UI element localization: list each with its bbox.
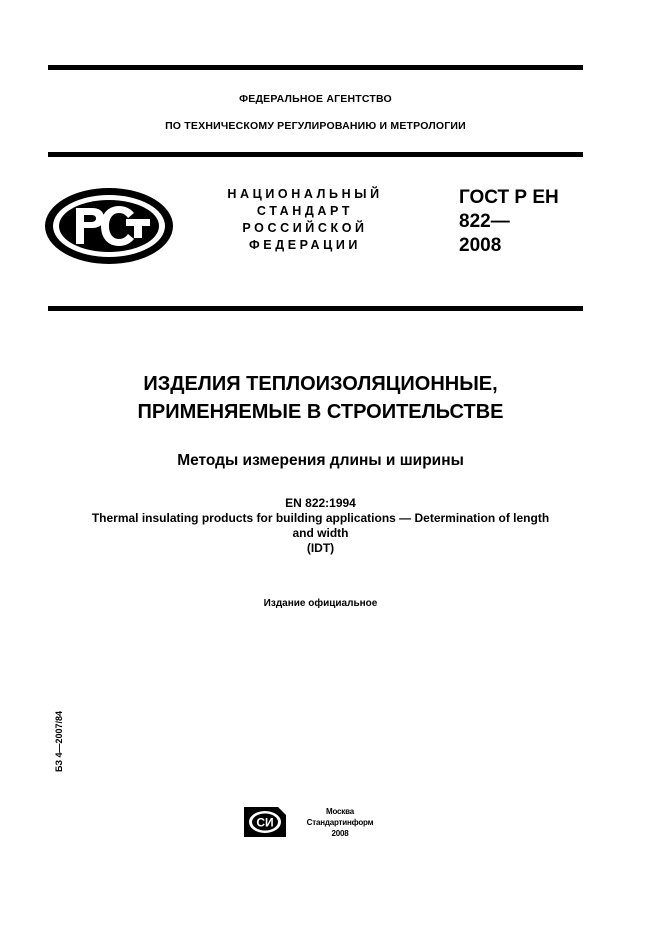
designation-line-2: 822— [459, 211, 510, 232]
standard-type [212, 186, 398, 254]
designation-line-1: ГОСТ Р ЕН [459, 187, 559, 208]
document-subtitle: Методы измерения длины и ширины [177, 452, 464, 469]
publisher-info [296, 806, 384, 839]
standard-type-line-3: РОССИЙСКОЙ [242, 221, 368, 235]
en-code: EN 822:1994 [285, 496, 356, 510]
en-title-line-1: Thermal insulating products for building applications — Determination of length [91, 511, 550, 525]
agency-line-1: ФЕДЕРАЛЬНОЕ АГЕНТСТВО [239, 93, 392, 105]
designation-line-3: 2008 [459, 235, 502, 256]
rst-logo-icon [42, 186, 176, 266]
header-rule [48, 152, 583, 157]
top-rule [48, 65, 583, 70]
publisher-name: Стандартинформ [306, 818, 374, 827]
en-reference [48, 496, 593, 556]
mid-rule [48, 306, 583, 311]
standard-designation [459, 186, 559, 258]
standard-type-line-2: СТАНДАРТ [256, 204, 354, 218]
agency-line-2: ПО ТЕХНИЧЕСКОМУ РЕГУЛИРОВАНИЮ И МЕТРОЛОГИИ [165, 120, 466, 132]
edition-label: Издание официальное [263, 598, 378, 609]
title-line-1: ИЗДЕЛИЯ ТЕПЛОИЗОЛЯЦИОННЫЕ, [143, 373, 498, 395]
standard-type-line-4: ФЕДЕРАЦИИ [248, 238, 361, 252]
bz-code: БЗ 4—2007/84 [54, 710, 64, 772]
en-idt: (IDT) [306, 541, 335, 555]
standartinform-logo-icon [244, 807, 286, 837]
document-title [48, 370, 593, 426]
publisher-year: 2008 [331, 829, 349, 838]
en-title-line-2: and width [292, 526, 349, 540]
title-line-2: ПРИМЕНЯЕМЫЕ В СТРОИТЕЛЬСТВЕ [137, 401, 504, 423]
svg-text:СИ: СИ [256, 815, 274, 830]
standard-type-line-1: НАЦИОНАЛЬНЫЙ [227, 187, 383, 201]
publisher-city: Москва [326, 807, 354, 816]
